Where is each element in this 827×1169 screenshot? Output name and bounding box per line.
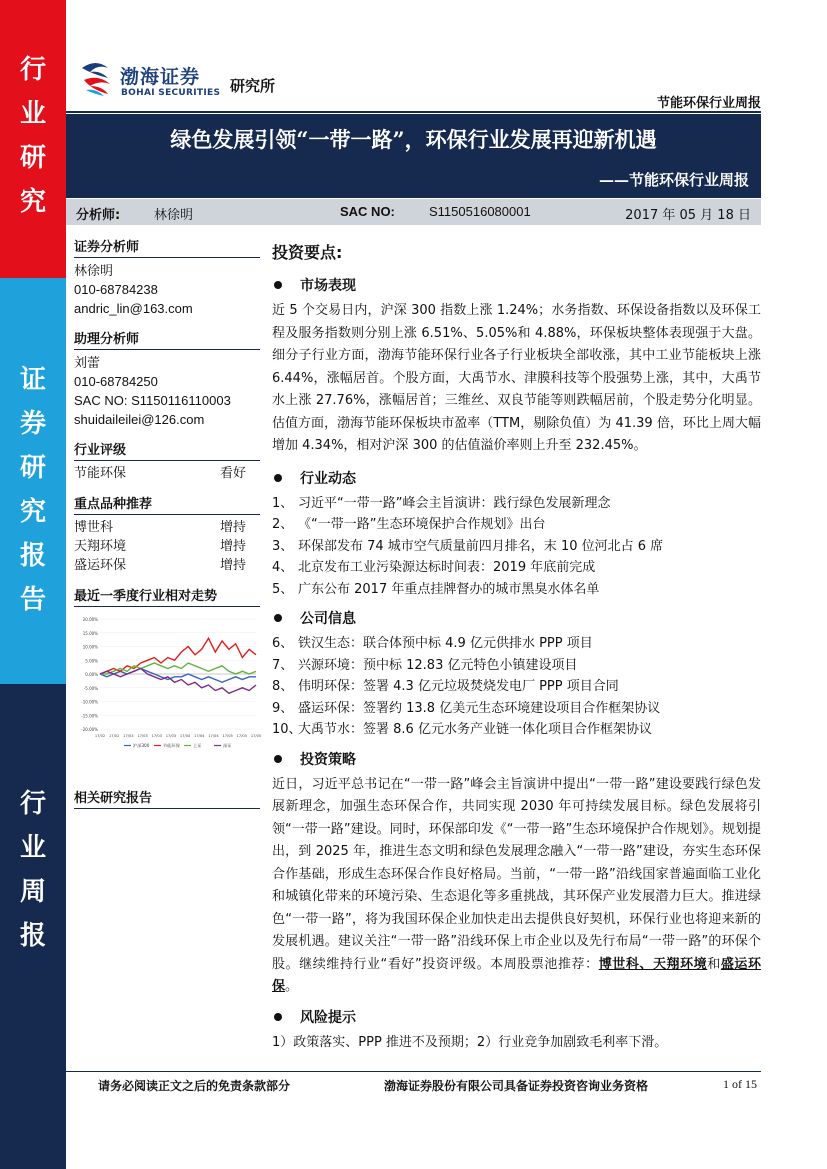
pick-row <box>74 556 260 575</box>
title-banner <box>66 114 761 198</box>
chart-x-tick-label: 17/03 <box>165 734 177 738</box>
chart-x-tick-label: 17/03 <box>151 734 162 738</box>
rating-section-heading: 行业评级 <box>74 439 260 461</box>
chart-y-tick-label: -20.00% <box>81 727 98 732</box>
rating-value: 看好 <box>219 466 246 481</box>
item-number: 5、 <box>272 581 294 597</box>
sac-number: S1150516080001 <box>429 204 531 219</box>
strategy-and: 和 <box>707 956 721 972</box>
strategy-paragraph <box>272 774 761 999</box>
company-heading <box>272 608 761 628</box>
left-column <box>74 236 260 812</box>
market-paragraph: 近 5 个交易日内，沪深 300 指数上涨 1.24%；水务指数、环保设备指数以及环保工程及服务指数则分别上涨 6.51%、5.05%和 4.88%，环保板块整体表现强于大盘。细分子行业方面，渤海节能环保行业各子行业板块全部收涨，其中工业节能板块上涨 6.44%，涨幅居首。个股方面，大禹节水、津膜科技等个股强势上涨，其中，大禹节水上涨 27.76%，涨幅居首；三维丝、双良节能等则跌幅居前，个股走势分化明显。估值方面，渤海节能环保板块市盈率（TTM，剔除负值）为 41.39 倍，环比上周大幅增加 4.34%，相对沪深 300 的估值溢价率则上升至 232.45%。 <box>272 303 761 453</box>
company-item <box>272 719 761 741</box>
company-item <box>272 698 761 720</box>
bullet-icon <box>274 1013 282 1021</box>
chart-x-tick-label: 17/02 <box>94 734 106 738</box>
trend-chart-svg <box>74 611 260 759</box>
sidebar-char: 业 <box>19 99 46 129</box>
industry-item <box>272 514 761 536</box>
industry-item <box>272 557 761 579</box>
item-text: 兴源环境：预中标 12.83 亿元特色小镇建设项目 <box>298 657 578 673</box>
pick-rating: 增持 <box>219 558 246 573</box>
logo-chinese-name: 渤海证券 <box>120 66 201 88</box>
industry-item <box>272 536 761 558</box>
item-text: 盛运环保：签署约 13.8 亿美元生态环境建设项目合作框架协议 <box>298 700 661 716</box>
assistant-section-heading: 助理分析师 <box>74 328 260 350</box>
item-number: 6、 <box>272 636 294 651</box>
market-heading-text: 市场表现 <box>300 278 356 294</box>
industry-item <box>272 579 761 601</box>
risk-text: 1）政策落实、PPP 推进不及预期；2）行业竞争加剧致毛利率下滑。 <box>272 1034 668 1050</box>
market-heading <box>272 275 761 295</box>
logo-english-name: BOHAI SECURITIES <box>121 88 221 98</box>
item-number: 8、 <box>272 679 294 694</box>
item-text: 大禹节水：签署 8.6 亿元水务产业链一体化项目合作框架协议 <box>298 722 652 737</box>
page-number: 1 of 15 <box>723 1077 757 1091</box>
industry-heading <box>272 468 761 488</box>
sidebar-char: 报 <box>19 921 46 951</box>
sidebar-char: 周 <box>19 877 46 907</box>
investment-highlights-heading: 投资要点: <box>272 243 343 262</box>
chart-x-tick-label: 17/04 <box>208 734 219 738</box>
pick-row <box>74 518 260 537</box>
analyst-phone: 010-68784238 <box>74 282 158 297</box>
chart-x-tick-label: 17/04 <box>179 734 191 738</box>
industry-item <box>272 493 761 515</box>
meta-bar <box>66 199 761 225</box>
report-title: 绿色发展引领“一带一路”，环保行业发展再迎新机遇 <box>170 127 657 152</box>
institute-label: 研究所 <box>230 77 276 95</box>
item-number: 7、 <box>272 657 294 673</box>
strategy-end: 。 <box>285 979 299 994</box>
strategy-pick-1: 博世科、天翔环境 <box>598 956 708 972</box>
report-subtitle: ——节能环保行业周报 <box>598 171 749 189</box>
footer-company: 渤海证券股份有限公司具备证券投资咨询业务资格 <box>384 1079 649 1093</box>
right-column <box>272 240 761 1053</box>
strategy-heading <box>272 749 761 769</box>
item-number: 2、 <box>272 517 294 532</box>
company-heading-text: 公司信息 <box>300 611 356 627</box>
report-date: 2017 年 05 月 18 日 <box>625 208 751 223</box>
analyst-name: 林徐明 <box>154 208 194 223</box>
item-text: 北京发布工业污染源达标时间表：2019 年底前完成 <box>298 560 596 575</box>
sidebar-char: 行 <box>19 789 46 819</box>
sidebar-char: 究 <box>19 187 46 217</box>
company-item <box>272 633 761 655</box>
sidebar-char: 行 <box>19 55 46 85</box>
company-item <box>272 676 761 698</box>
chart-x-tick-label: 17/03 <box>137 734 148 738</box>
chart-legend-label: 节能环保 <box>163 743 180 748</box>
sidebar-char: 究 <box>19 497 46 527</box>
analyst-label: 分析师: <box>76 208 121 223</box>
bullet-icon <box>274 474 282 482</box>
chart-x-tick-label: 17/05 <box>236 734 247 738</box>
assistant-name: 刘蕾 <box>74 355 101 370</box>
chart-y-tick-label: -10.00% <box>81 699 98 705</box>
header-divider <box>66 111 761 113</box>
assistant-email[interactable]: shuidaileilei@126.com <box>74 412 205 427</box>
chart-legend-label: 深证 <box>223 743 232 748</box>
chart-y-tick-label: 15.00% <box>82 630 98 636</box>
item-number: 4、 <box>272 560 294 575</box>
chart-y-tick-label: 10.00% <box>82 644 98 650</box>
item-number: 9、 <box>272 700 294 716</box>
assistant-sac: SAC NO: S1150116110003 <box>74 393 231 408</box>
chart-section-heading: 最近一季度行业相对走势 <box>74 585 260 607</box>
related-reports-heading: 相关研究报告 <box>74 787 260 809</box>
item-text: 《“一带一路”生态环境保护合作规划》出台 <box>298 517 546 532</box>
sidebar-industry-weekly <box>0 684 66 1169</box>
sidebar-industry-research <box>0 0 66 278</box>
sidebar-char: 告 <box>19 585 46 615</box>
pick-rating: 增持 <box>219 520 246 535</box>
footer-disclaimer: 请务必阅读正文之后的免责条款部分 <box>98 1079 291 1093</box>
sac-label: SAC NO: <box>340 204 395 219</box>
strategy-heading-text: 投资策略 <box>300 751 356 768</box>
risk-heading-text: 风险提示 <box>300 1009 356 1026</box>
sidebar-char: 券 <box>19 409 46 439</box>
item-text: 伟明环保：签署 4.3 亿元垃圾焚烧发电厂 PPP 项目合同 <box>298 679 619 694</box>
chart-y-tick-label: 20.00% <box>82 617 98 622</box>
bullet-icon <box>274 755 282 763</box>
sidebar-char: 报 <box>19 541 46 571</box>
risk-heading <box>272 1007 761 1027</box>
industry-heading-text: 行业动态 <box>300 470 356 487</box>
rating-row <box>74 464 260 483</box>
item-text: 广东公布 2017 年重点挂牌督办的城市黑臭水体名单 <box>298 581 600 597</box>
sidebar-char: 研 <box>19 143 46 173</box>
item-number: 1、 <box>272 495 294 511</box>
report-type: 节能环保行业周报 <box>656 96 761 111</box>
chart-y-tick-label: 0.00% <box>85 672 98 677</box>
item-text: 铁汉生态：联合体预中标 4.9 亿元供排水 PPP 项目 <box>298 636 593 651</box>
sidebar-securities-report <box>0 278 66 684</box>
item-text: 习近平“一带一路”峰会主旨演讲：践行绿色发展新理念 <box>298 495 611 511</box>
chart-x-tick-label: 17/05 <box>250 734 262 738</box>
pick-name: 天翔环境 <box>74 539 127 554</box>
chart-legend-label: 上证 <box>193 743 202 748</box>
chart-y-tick-label: 5.00% <box>85 658 98 664</box>
sidebar-char: 业 <box>19 833 46 863</box>
chart-y-tick-label: -15.00% <box>81 713 98 719</box>
picks-section-heading: 重点品种推荐 <box>74 493 260 515</box>
chart-x-tick-label: 17/04 <box>194 734 205 738</box>
sidebar-char: 证 <box>19 365 46 395</box>
analyst-section-heading: 证券分析师 <box>74 236 260 258</box>
item-text: 环保部发布 74 城市空气质量前四月排名，末 10 位河北占 6 席 <box>298 538 664 554</box>
pick-name: 博世科 <box>74 520 114 535</box>
pick-name: 盛运环保 <box>74 558 127 573</box>
chart-legend-label: 沪深300 <box>133 743 150 748</box>
item-number: 10、 <box>272 722 302 737</box>
bullet-icon <box>274 614 282 622</box>
chart-x-tick-label: 17/03 <box>123 734 134 738</box>
strategy-text: 近日，习近平总书记在“一带一路”峰会主旨演讲中提出“一带一路”建设要践行绿色发展新理念，加强生态环保合作，共同实现 2030 年可持续发展目标。绿色发展将引领“一带一路”建设。同时，环保部印发《“一带一路”生态环境保护合作规划》。规划提出，到 2025 年，推进生态文明和绿色发展理念融入“一带一路”建设，夯实生态环保合作基础，形成生态环保合作良好格局。当前，“一带一路”沿线国家普遍面临工业化和城镇化带来的环境污染、生态退化等多重挑战，其环保产业发展潜力巨大。推进绿色“一带一路”，将为我国环保企业加快走出去提供良好契机，环保行业也将迎来新的发展机遇。建议关注“一带一路”沿线环保上市企业以及先行布局“一带一路”的环保个股。继续维持行业“看好”投资评级。本周股票池推荐： <box>272 776 761 972</box>
assistant-phone: 010-68784250 <box>74 374 158 389</box>
page-footer <box>66 1071 761 1096</box>
bohai-logo-icon <box>78 60 114 100</box>
chart-series-line-节能环保 <box>100 638 256 674</box>
analyst-name: 林徐明 <box>74 263 114 278</box>
relative-trend-chart <box>74 611 260 759</box>
chart-x-tick-label: 17/02 <box>109 734 120 738</box>
pick-row <box>74 537 260 556</box>
company-item <box>272 655 761 677</box>
sidebar-char: 研 <box>19 453 46 483</box>
pick-rating: 增持 <box>219 539 246 554</box>
chart-x-tick-label: 17/05 <box>222 734 233 738</box>
rating-industry: 节能环保 <box>74 466 127 481</box>
chart-y-tick-label: -5.00% <box>83 685 98 691</box>
analyst-email[interactable]: andric_lin@163.com <box>74 301 193 316</box>
bullet-icon <box>274 281 282 289</box>
item-number: 3、 <box>272 538 294 554</box>
strategy-pick-2: 盛运环保 <box>272 956 761 994</box>
